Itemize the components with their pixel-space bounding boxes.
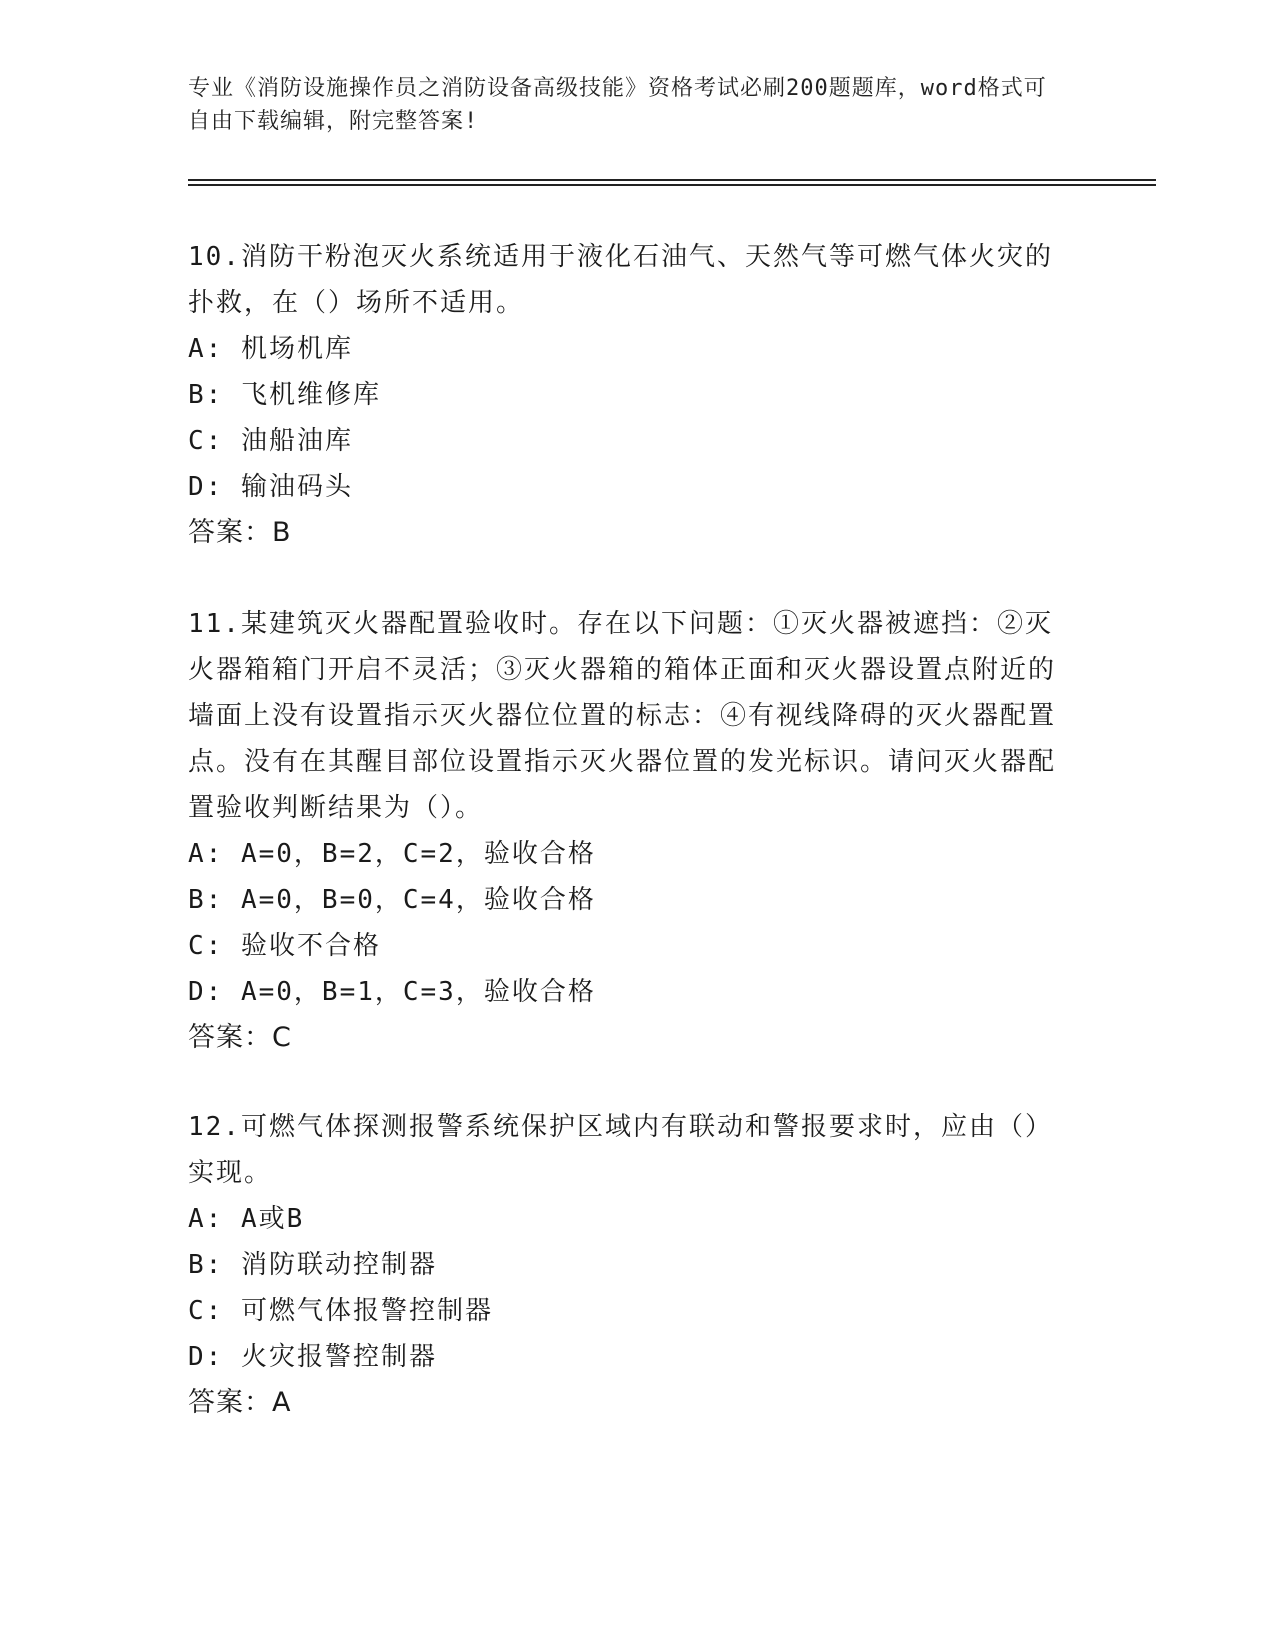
question-stem: 11.某建筑灭火器配置验收时。存在以下问题：①灭火器被遮挡：②灭火器箱箱门开启不灵活；③灭火器箱的箱体正面和灭火器设置点附近的墙面上没有设置指示灭火器位位置的标志：④有视线降碍的灭火器配置点。没有在其醒目部位设置指示灭火器位置的发光标识。请问灭火器配置验收判断结果为（）。	[188, 609, 1057, 823]
question-block-11	[188, 601, 1078, 1061]
question-stem: 12.可燃气体探测报警系统保护区域内有联动和警报要求时，应由（）实现。	[188, 1112, 1053, 1188]
question-block-10	[188, 234, 1078, 556]
option-d: D: 火灾报警控制器	[188, 1342, 437, 1372]
option-a: A: A=0，B=2，C=2，验收合格	[188, 839, 596, 869]
option-d: D: A=0，B=1，C=3，验收合格	[188, 977, 596, 1007]
option-c: C: 验收不合格	[188, 931, 381, 961]
option-a: A: 机场机库	[188, 334, 353, 364]
document-header: 专业《消防设施操作员之消防设备高级技能》资格考试必刷200题题库，word格式可自由下载编辑，附完整答案!	[188, 76, 1047, 134]
option-b: B: 飞机维修库	[188, 380, 381, 410]
option-b: B: A=0，B=0，C=4，验收合格	[188, 885, 596, 915]
answer-line: 答案：A	[188, 1387, 292, 1418]
option-c: C: 可燃气体报警控制器	[188, 1296, 493, 1326]
option-a: A: A或B	[188, 1204, 305, 1234]
header-divider-top	[188, 179, 1156, 181]
header-divider-bottom	[188, 184, 1156, 186]
question-stem: 10.消防干粉泡灭火系统适用于液化石油气、天然气等可燃气体火灾的扑救，在（）场所不适用。	[188, 242, 1053, 318]
answer-line: 答案：C	[188, 1022, 292, 1053]
question-block-12	[188, 1104, 1078, 1426]
option-d: D: 输油码头	[188, 472, 353, 502]
option-b: B: 消防联动控制器	[188, 1250, 437, 1280]
option-c: C: 油船油库	[188, 426, 353, 456]
answer-line: 答案：B	[188, 517, 292, 548]
